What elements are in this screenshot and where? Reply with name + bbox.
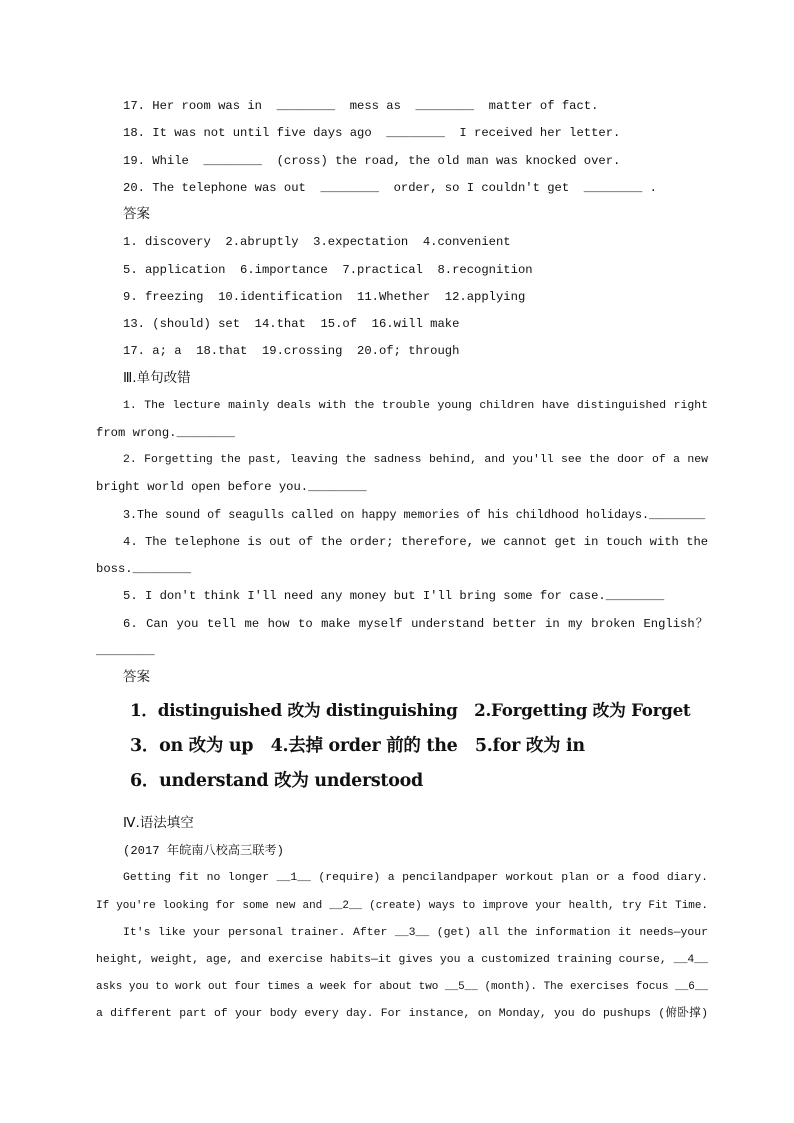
exercise-line-19: 19. While ________ (cross) the road, the old man was knocked over.	[123, 154, 621, 168]
passage-line: height, weight, age, and exercise habits—it gives you a customized training course, __4__	[96, 953, 708, 966]
correction-answer-line: 3．on 改为 up 4.去掉 order 前的 the 5.for 改为 in	[130, 736, 585, 756]
correction-item-6: 6. Can you tell me how to make myself understand better in my broken English？	[123, 617, 708, 631]
correction-item-1: 1. The lecture mainly deals with the trouble young children have distinguished right	[123, 399, 708, 412]
section-heading-cloze: Ⅳ.语法填空	[123, 815, 194, 831]
correction-item-4-cont: boss.________	[96, 562, 192, 576]
answer-line: 17. a; a 18.that 19.crossing 20.of; through	[123, 344, 460, 358]
passage-line: asks you to work out four times a week for about two __5__ (month). The exercises focus __6__	[96, 981, 708, 993]
exercise-line-17: 17. Her room was in ________ mess as ________ matter of fact.	[123, 99, 599, 113]
answer-line: 13. (should) set 14.that 15.of 16.will make	[123, 317, 460, 331]
answer-heading: 答案	[123, 206, 150, 222]
correction-item-1-cont: from wrong.________	[96, 426, 235, 440]
source-note: (2017 年皖南八校高三联考)	[123, 844, 284, 858]
correction-item-6-cont: ________	[96, 644, 155, 658]
correction-item-5: 5. I don't think I'll need any money but I'll bring some for case.________	[123, 589, 665, 603]
correction-answer-line: 1．distinguished 改为 distinguishing 2.Forgetting 改为 Forget	[130, 700, 691, 720]
correction-item-2: 2. Forgetting the past, leaving the sadness behind, and you'll see the door of a new	[123, 453, 708, 466]
passage-line: Getting fit no longer __1__ (require) a pencilandpaper workout plan or a food diary.	[123, 871, 708, 884]
correction-item-2-cont: bright world open before you.________	[96, 480, 367, 494]
passage-line: a different part of your body every day. For instance, on Monday, you do pushups (俯卧撑)	[96, 1007, 708, 1020]
answer-heading: 答案	[123, 669, 150, 685]
correction-item-3: 3.The sound of seagulls called on happy memories of his childhood holidays.________	[123, 508, 706, 522]
passage-line: If you're looking for some new and __2__ (create) ways to improve your health, try Fit Time.	[96, 900, 708, 912]
correction-item-4: 4. The telephone is out of the order; therefore, we cannot get in touch with the	[123, 535, 708, 549]
exercise-line-18: 18. It was not until five days ago ________ I received her letter.	[123, 126, 621, 140]
answer-line: 5. application 6.importance 7.practical 8.recognition	[123, 263, 533, 277]
exercise-line-20: 20. The telephone was out ________ order, so I couldn't get ________ .	[123, 181, 657, 195]
answer-line: 9. freezing 10.identification 11.Whether 12.applying	[123, 290, 526, 304]
section-heading-correction: Ⅲ.单句改错	[123, 370, 191, 386]
answer-line: 1. discovery 2.abruptly 3.expectation 4.convenient	[123, 235, 511, 249]
correction-answer-line: 6．understand 改为 understood	[130, 771, 423, 791]
passage-line: It's like your personal trainer. After __3__ (get) all the information it needs—your	[123, 926, 708, 939]
